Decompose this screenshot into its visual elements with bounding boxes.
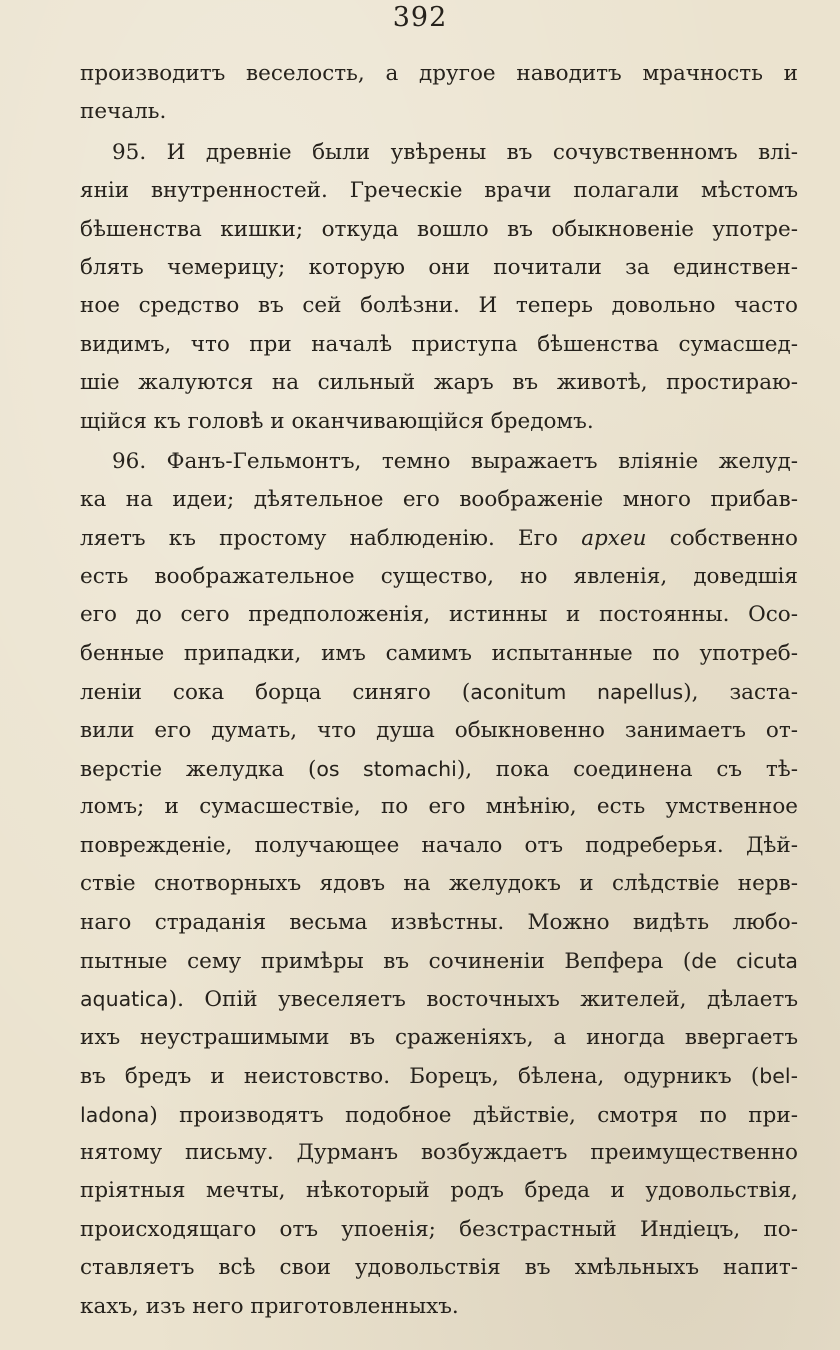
- paragraph: [80, 55, 798, 132]
- text-line: его до сего предположенія, истинны и постоянны. Осо-: [80, 602, 798, 628]
- text-run: верстіе желудка (: [80, 757, 317, 783]
- text-line: 96. Фанъ-Гельмонтъ, темно выражаетъ вліяніе желуд-: [112, 448, 798, 474]
- latin-term: de cicuta: [691, 948, 798, 973]
- text-run: пытные сему примѣры въ сочиненіи Вепфера (: [80, 948, 692, 974]
- text-line: наго страданія весьма извѣстны. Можно видѣть любо-: [80, 909, 798, 935]
- text-line: ломъ; и сумасшествіе, по его мнѣнію, есть умственное: [80, 794, 798, 820]
- emphasis-text: археи: [581, 525, 647, 551]
- latin-term: os stomachi: [316, 757, 457, 782]
- text-run: въ бредъ и неистовство. Борецъ, бѣлена, одурникъ (: [80, 1064, 760, 1090]
- text-line: щійся къ головѣ и оканчивающійся бредомъ.: [80, 408, 594, 434]
- text-line: [80, 673, 798, 711]
- text-line: [80, 750, 798, 788]
- page-text: [80, 55, 798, 1326]
- text-line: [80, 520, 798, 558]
- text-line: [80, 942, 798, 980]
- text-run: ). Опій увеселяетъ восточныхъ жителей, дѣлаетъ: [168, 987, 798, 1013]
- latin-term: bel-: [759, 1064, 798, 1089]
- text-run: ) производятъ подобное дѣйствіе, смотря по при-: [149, 1102, 798, 1128]
- latin-term: aconitum napellus: [470, 680, 684, 705]
- text-run: собственно: [646, 525, 798, 551]
- text-line: [80, 1057, 798, 1095]
- text-line: ствіе снотворныхъ ядовъ на желудокъ и слѣдствіе нерв-: [80, 871, 798, 897]
- text-run: ), пока соединена съ тѣ-: [456, 757, 798, 783]
- page-number: 392: [392, 2, 448, 33]
- text-line: ка на идеи; дѣятельное его воображеніе много прибав-: [80, 487, 798, 513]
- text-line: блять чемерицу; которую они почитали за единствен-: [80, 254, 798, 280]
- text-line: бѣшенства кишки; откуда вошло въ обыкновеніе употре-: [80, 216, 798, 242]
- latin-term: ladona: [80, 1102, 150, 1127]
- text-line: [80, 980, 798, 1018]
- text-line: поврежденіе, получающее начало отъ подреберья. Дѣй-: [80, 832, 798, 858]
- text-line: нятому письму. Дурманъ возбуждаетъ преимущественно: [80, 1139, 798, 1165]
- text-line: шіе жалуются на сильный жаръ въ животѣ, простираю-: [80, 370, 798, 396]
- text-run: ляетъ къ простому наблюденію. Его: [80, 525, 582, 551]
- latin-term: aquatica: [80, 987, 169, 1012]
- text-line: кахъ, изъ него приготовленныхъ.: [80, 1293, 459, 1319]
- text-line: ное средство въ сей болѣзни. И теперь довольно часто: [80, 293, 798, 319]
- text-line: происходящаго отъ упоенія; безстрастный Индіецъ, по-: [80, 1216, 798, 1242]
- text-run: ), заста-: [683, 680, 799, 706]
- text-line: есть воображательное существо, но явленія, доведшія: [80, 564, 798, 590]
- text-run: леніи сока борца синяго (: [80, 680, 471, 706]
- paragraph-96: [80, 443, 798, 1326]
- text-line: пріятныя мечты, нѣкоторый родъ бреда и удовольствія,: [80, 1178, 798, 1204]
- text-line: видимъ, что при началѣ приступа бѣшенства сумасшед-: [80, 331, 798, 357]
- text-line: ставляетъ всѣ свои удовольствія въ хмѣльныхъ напит-: [80, 1255, 798, 1281]
- text-line: [80, 1096, 798, 1134]
- text-line: ихъ неустрашимыми въ сраженіяхъ, а иногда ввергаетъ: [80, 1024, 798, 1050]
- text-line: вили его думать, что душа обыкновенно занимаетъ от-: [80, 717, 798, 743]
- paragraph-95: [80, 134, 798, 441]
- text-line: яніи внутренностей. Греческіе врачи полагали мѣстомъ: [80, 178, 798, 204]
- text-line: бенные припадки, имъ самимъ испытанные по употреб-: [80, 640, 798, 666]
- text-line: производитъ веселость, а другое наводитъ мрачность и: [80, 61, 798, 86]
- text-line: 95. И древніе были увѣрены въ сочувственномъ влі-: [112, 139, 798, 165]
- text-line: печаль.: [80, 99, 167, 125]
